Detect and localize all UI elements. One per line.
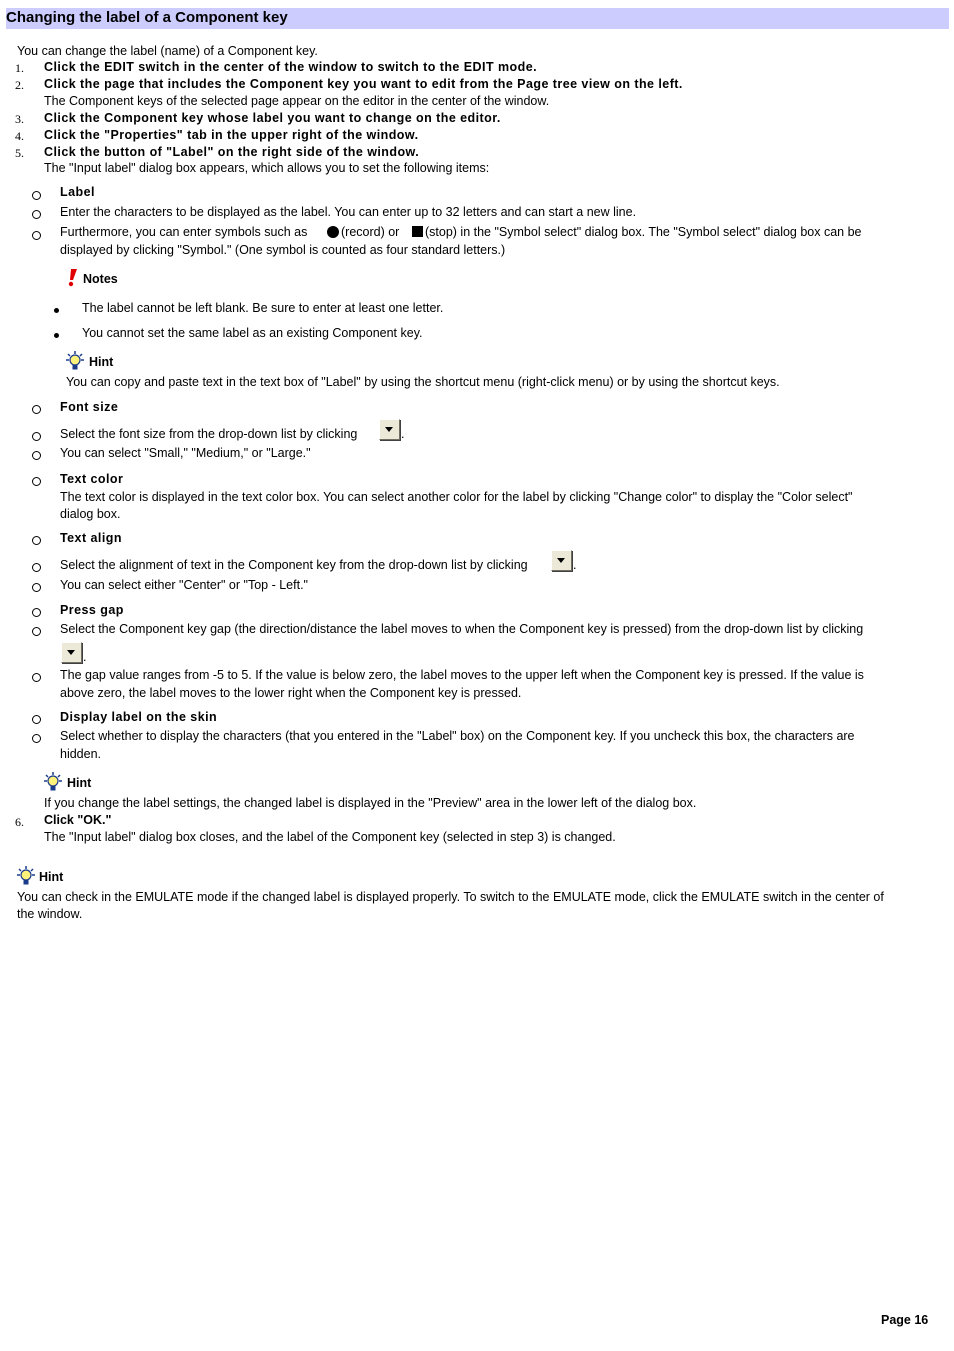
list-bullet (32, 715, 41, 724)
text-align-heading: Text align (60, 531, 122, 545)
hint-3-heading: Hint (39, 870, 64, 884)
list-bullet (32, 477, 41, 486)
label-paragraph-1: Enter the characters to be displayed as the label. You can enter up to 32 letters and can start a new line. (60, 205, 637, 219)
exclamation-icon (66, 269, 78, 287)
hint-3-text-1: You can check in the EMULATE mode if the changed label is displayed properly. To switch to the EMULATE mode, click the EMULATE switch in the center of (17, 890, 884, 904)
step-5-number: 5. (15, 146, 24, 160)
display-label-paragraph-1a: Select whether to display the characters (that you entered in the "Label" box) on the Component key. If you uncheck this box, the characters are (60, 729, 855, 743)
list-bullet (32, 191, 41, 200)
label-paragraph-2d: displayed by clicking "Symbol." (One symbol is counted as four standard letters.) (60, 243, 506, 257)
step-6-note: The "Input label" dialog box closes, and the label of the Component key (selected in step 3) is changed. (44, 830, 616, 844)
lightbulb-hint-icon (17, 866, 35, 886)
period: . (83, 650, 87, 664)
stop-symbol-icon (412, 226, 423, 237)
hint-1-heading: Hint (89, 355, 114, 369)
display-label-heading: Display label on the skin (60, 710, 218, 724)
step-3-number: 3. (15, 112, 24, 126)
step-1-number: 1. (15, 61, 24, 75)
bullet-dot (54, 308, 59, 313)
step-5-text: Click the button of "Label" on the right side of the window. (44, 145, 420, 159)
step-1-text: Click the EDIT switch in the center of the window to switch to the EDIT mode. (44, 60, 538, 74)
press-gap-paragraph-2a: The gap value ranges from -5 to 5. If the value is below zero, the label moves to the upper left when the Component key is pressed. If the value is (60, 668, 864, 682)
label-heading: Label (60, 185, 95, 199)
step-2-note: The Component keys of the selected page appear on the editor in the center of the window. (44, 94, 550, 108)
label-paragraph-2b: (record) or (341, 225, 400, 239)
press-gap-paragraph-2b: above zero, the label moves to the lower right when the Component key is pressed. (60, 686, 522, 700)
step-6-number: 6. (15, 815, 24, 829)
text-color-heading: Text color (60, 472, 124, 486)
press-gap-heading: Press gap (60, 603, 124, 617)
label-paragraph-2a: Furthermore, you can enter symbols such as (60, 225, 308, 239)
list-bullet (32, 405, 41, 414)
dropdown-arrow-icon (61, 642, 82, 663)
list-bullet (32, 210, 41, 219)
step-4-number: 4. (15, 129, 24, 143)
record-symbol-icon (327, 226, 339, 238)
list-bullet (32, 432, 41, 441)
list-bullet (32, 536, 41, 545)
font-size-paragraph-2: You can select "Small," "Medium," or "Large." (60, 446, 311, 460)
bullet-dot (54, 333, 59, 338)
lightbulb-hint-icon (66, 351, 84, 371)
display-label-paragraph-1b: hidden. (60, 747, 102, 761)
text-align-paragraph-1: Select the alignment of text in the Component key from the drop-down list by clicking (60, 558, 528, 572)
list-bullet (32, 673, 41, 682)
hint-2-heading: Hint (67, 776, 92, 790)
step-4-text: Click the "Properties" tab in the upper right of the window. (44, 128, 419, 142)
font-size-paragraph-1: Select the font size from the drop-down list by clicking (60, 427, 358, 441)
period: . (573, 558, 577, 572)
font-size-heading: Font size (60, 400, 119, 414)
dropdown-arrow-icon (551, 550, 572, 571)
list-bullet (32, 627, 41, 636)
note-item-1: The label cannot be left blank. Be sure to enter at least one letter. (82, 301, 444, 315)
note-item-2: You cannot set the same label as an existing Component key. (82, 326, 423, 340)
title-bar (6, 8, 949, 29)
label-paragraph-2c: (stop) in the "Symbol select" dialog box. The "Symbol select" dialog box can be (425, 225, 862, 239)
step-2-text: Click the page that includes the Component key you want to edit from the Page tree view on the left. (44, 77, 683, 91)
step-2-number: 2. (15, 78, 24, 92)
lightbulb-hint-icon (44, 772, 62, 792)
page-title: Changing the label of a Component key (6, 9, 288, 26)
page-number: Page 16 (881, 1313, 929, 1327)
dropdown-arrow-icon (379, 419, 400, 440)
step-6-text: Click "OK." (44, 813, 112, 827)
step-3-text: Click the Component key whose label you want to change on the editor. (44, 111, 501, 125)
notes-heading: Notes (83, 272, 118, 286)
intro-text: You can change the label (name) of a Component key. (17, 44, 318, 58)
press-gap-paragraph-1: Select the Component key gap (the direction/distance the label moves to when the Component key is pressed) from the drop-down list by clicking (60, 622, 864, 636)
hint-2-text: If you change the label settings, the changed label is displayed in the "Preview" area in the lower left of the dialog box. (44, 796, 697, 810)
period: . (401, 427, 405, 441)
list-bullet (32, 451, 41, 460)
text-color-paragraph-1a: The text color is displayed in the text color box. You can select another color for the label by clicking "Change color" to display the "Color select" (60, 490, 853, 504)
hint-3-text-2: the window. (17, 907, 83, 921)
text-color-paragraph-1b: dialog box. (60, 507, 121, 521)
list-bullet (32, 608, 41, 617)
text-align-paragraph-2: You can select either "Center" or "Top - Left." (60, 578, 308, 592)
list-bullet (32, 583, 41, 592)
list-bullet (32, 231, 41, 240)
hint-1-text: You can copy and paste text in the text box of "Label" by using the shortcut menu (right-click menu) or by using the shortcut keys. (66, 375, 780, 389)
list-bullet (32, 734, 41, 743)
step-5-note: The "Input label" dialog box appears, which allows you to set the following items: (44, 161, 490, 175)
list-bullet (32, 563, 41, 572)
